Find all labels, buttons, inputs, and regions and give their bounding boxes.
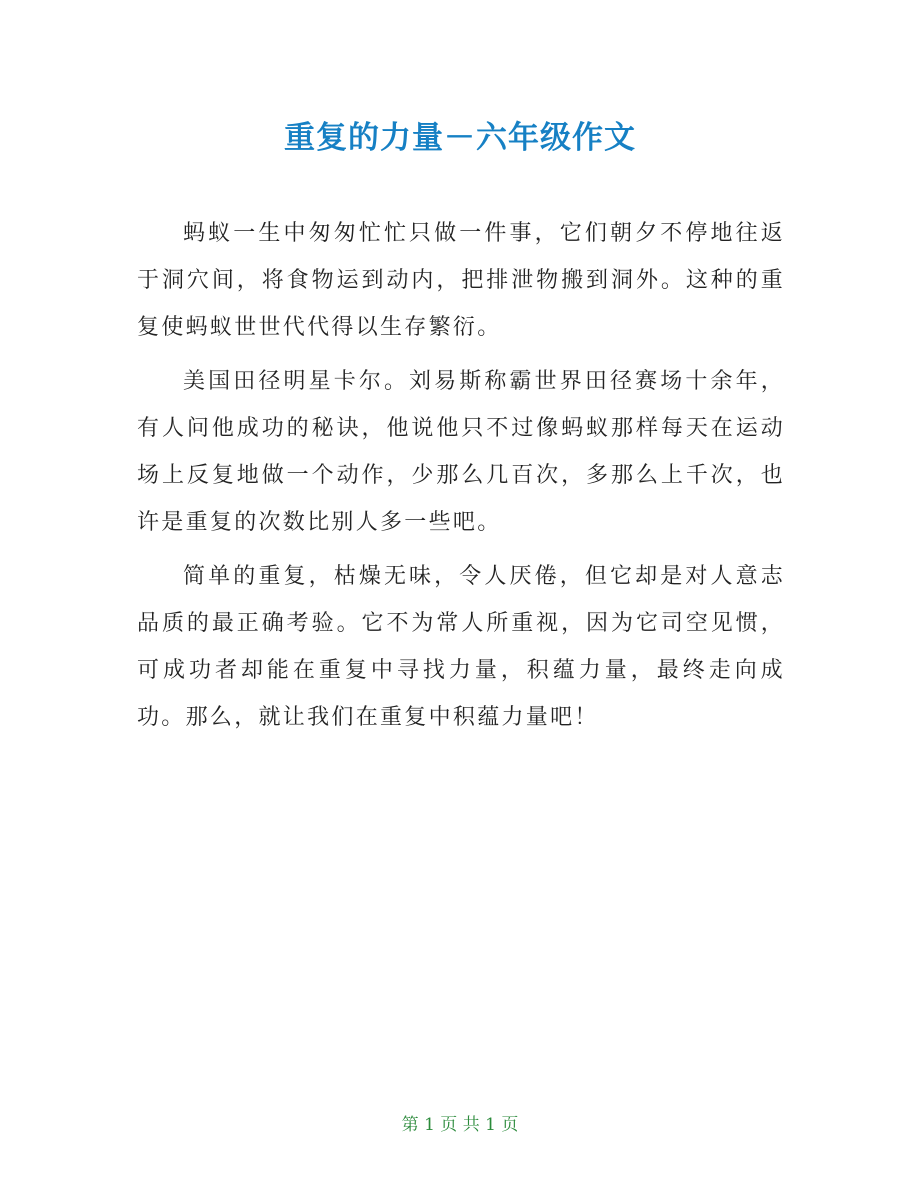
page-title: 重复的力量－六年级作文	[284, 120, 636, 156]
paragraph-1: 蚂蚁一生中匆匆忙忙只做一件事，它们朝夕不停地往返于洞穴间，将食物运到动内，把排泄物搬到洞外。这种的重复使蚂蚁世世代代得以生存繁衍。	[137, 221, 785, 340]
paragraph-3: 简单的重复，枯燥无味，令人厌倦，但它却是对人意志品质的最正确考验。它不为常人所重视，因为它司空见惯，可成功者却能在重复中寻找力量，积蕴力量，最终走向成功。那么，就让我们在重复中积蕴力量吧！	[137, 564, 785, 730]
paragraph-2: 美国田径明星卡尔。刘易斯称霸世界田径赛场十余年，有人问他成功的秘诀，他说他只不过像蚂蚁那样每天在运动场上反复地做一个动作，少那么几百次，多那么上千次，也许是重复的次数比别人多一些吧。	[137, 369, 785, 535]
document-body	[137, 210, 785, 748]
page-footer: 第 1 页 共 1 页	[401, 1115, 519, 1135]
